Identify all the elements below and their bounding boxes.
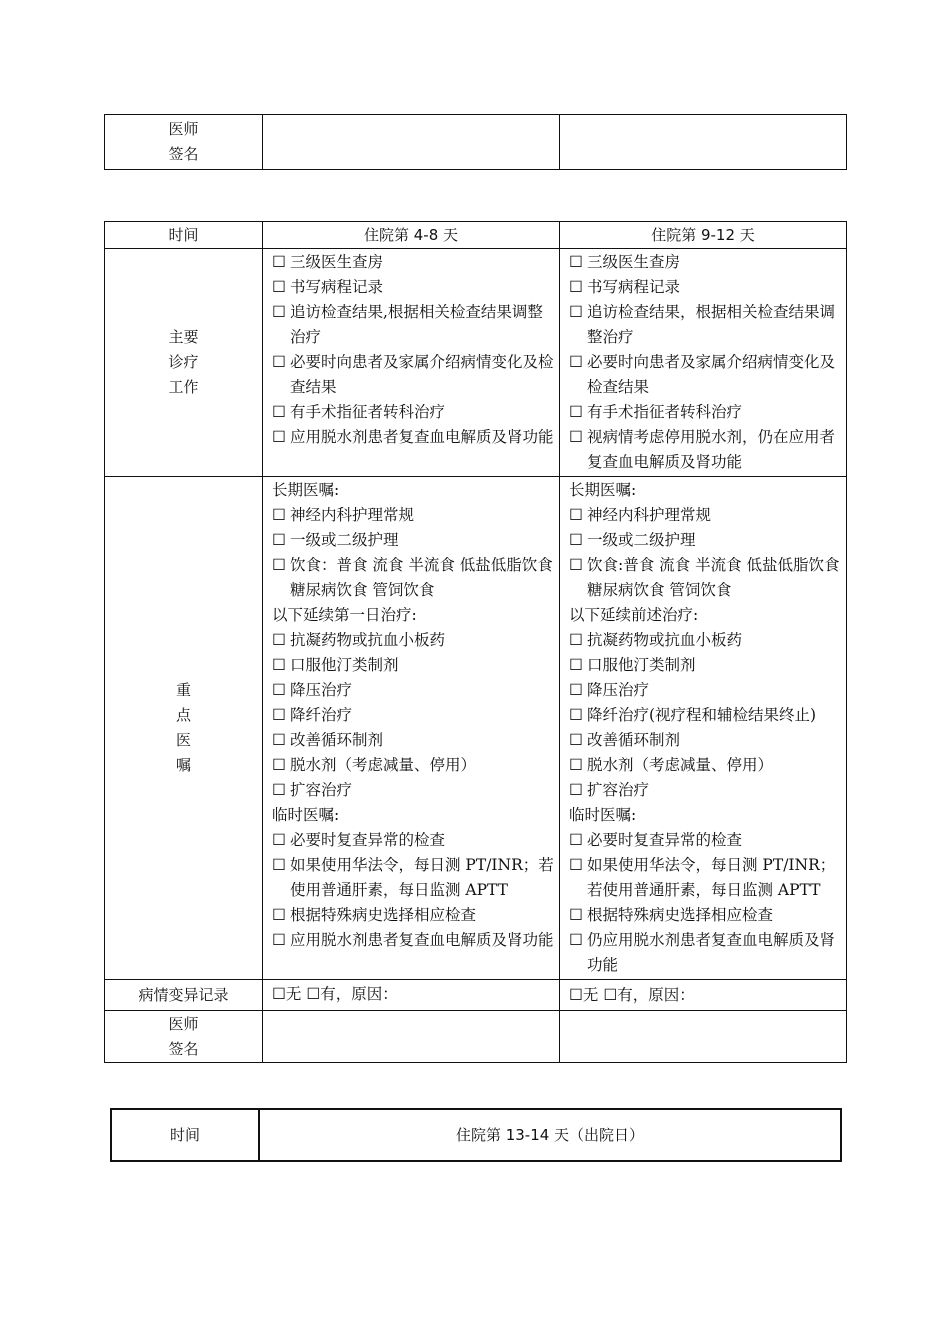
long-term-orders-title: 长期医嘱: <box>569 481 637 499</box>
checkbox-icon[interactable]: ☐ <box>569 656 583 674</box>
item-text: 降压治疗 <box>290 681 353 699</box>
key-orders-col1 <box>263 477 560 980</box>
item-text: 根据特殊病史选择相应检查 <box>587 906 774 924</box>
long-term-orders-title: 长期医嘱: <box>272 481 340 499</box>
checkbox-icon[interactable]: ☐ <box>569 506 583 524</box>
checklist-item[interactable] <box>569 275 842 300</box>
checkbox-icon[interactable]: ☐ <box>272 556 286 574</box>
item-text: 三级医生查房 <box>290 253 384 271</box>
checkbox-icon[interactable]: ☐ <box>272 781 286 799</box>
main-work-col1 <box>263 249 560 477</box>
checkbox-icon[interactable]: ☐ <box>569 253 583 271</box>
checklist-item[interactable] <box>569 628 842 653</box>
item-text: 有手术指征者转科治疗 <box>587 403 743 421</box>
item-text: 追访检查结果，根据相关检查结果调整治疗 <box>587 303 836 346</box>
temp-orders-title: 临时医嘱: <box>272 806 340 824</box>
checkbox-icon[interactable]: ☐ <box>272 506 286 524</box>
item-text: 书写病程记录 <box>587 278 681 296</box>
item-text: 抗凝药物或抗血小板药 <box>290 631 446 649</box>
checkbox-icon[interactable]: ☐ <box>569 706 583 724</box>
signature-label-line1: 医师 <box>168 120 199 138</box>
checklist-item[interactable] <box>569 653 842 678</box>
checklist-item[interactable] <box>569 400 842 425</box>
checkbox-icon[interactable]: ☐ <box>569 931 583 949</box>
item-text: 有手术指征者转科治疗 <box>290 403 446 421</box>
checklist-item[interactable] <box>272 250 555 275</box>
col2-header: 住院第 9-12 天 <box>560 222 847 249</box>
checkbox-icon[interactable]: ☐ <box>272 731 286 749</box>
checklist-item[interactable] <box>569 350 842 400</box>
checklist-item[interactable] <box>569 753 842 778</box>
checkbox-icon[interactable]: ☐ <box>569 278 583 296</box>
checklist-item[interactable] <box>272 400 555 425</box>
checklist-item[interactable] <box>272 275 555 300</box>
col1-header: 住院第 4-8 天 <box>263 222 560 249</box>
checklist-item[interactable] <box>569 928 842 978</box>
item-text: 脱水剂（考虑减量、停用） <box>587 756 774 774</box>
checklist-item[interactable] <box>272 503 555 528</box>
continue-title: 以下延续第一日治疗: <box>272 606 417 624</box>
checkbox-icon[interactable]: ☐ <box>569 831 583 849</box>
variation-record-label: 病情变异记录 <box>105 980 263 1011</box>
checkbox-icon[interactable]: ☐ <box>569 531 583 549</box>
continue-title: 以下延续前述治疗: <box>569 606 699 624</box>
checklist-item[interactable] <box>272 778 555 803</box>
checkbox-icon[interactable]: ☐ <box>272 856 286 874</box>
checklist-item[interactable] <box>569 425 842 475</box>
checklist-item[interactable] <box>272 425 555 450</box>
item-text: 扩容治疗 <box>290 781 353 799</box>
discharge-time-label: 时间 <box>111 1109 259 1161</box>
checkbox-icon[interactable]: ☐ <box>272 303 286 321</box>
checklist-item[interactable] <box>569 853 842 903</box>
checklist-item[interactable] <box>272 853 555 903</box>
physician-signature-line2: 签名 <box>168 1039 199 1058</box>
item-text: 一级或二级护理 <box>587 531 696 549</box>
item-text: 必要时复查异常的检查 <box>290 831 446 849</box>
item-text: 口服他汀类制剂 <box>290 656 399 674</box>
item-text: 书写病程记录 <box>290 278 384 296</box>
item-text: 改善循环制剂 <box>587 731 681 749</box>
checklist-item[interactable] <box>569 703 842 728</box>
physician-signature-cell-2[interactable] <box>560 1011 847 1063</box>
item-text: 降压治疗 <box>587 681 650 699</box>
item-text: 如果使用华法令，每日测 PT/INR；若使用普通肝素，每日监测 APTT <box>290 856 554 899</box>
physician-signature-line1: 医师 <box>168 1014 199 1033</box>
temp-orders-title: 临时医嘱: <box>569 806 637 824</box>
checklist-item[interactable] <box>272 728 555 753</box>
item-text: 抗凝药物或抗血小板药 <box>587 631 743 649</box>
key-orders-label-2: 医 <box>175 731 191 749</box>
checkbox-icon[interactable]: ☐ <box>569 681 583 699</box>
checklist-item[interactable] <box>272 653 555 678</box>
item-text: 扩容治疗 <box>587 781 650 799</box>
checklist-item[interactable] <box>272 753 555 778</box>
item-text: 神经内科护理常规 <box>587 506 712 524</box>
top-signature-table <box>104 114 847 170</box>
checklist-item[interactable] <box>569 503 842 528</box>
variation-col1[interactable]: ☐无 ☐有，原因： <box>263 980 560 1011</box>
physician-signature-label <box>105 1011 263 1063</box>
checklist-item[interactable] <box>272 903 555 928</box>
checkbox-icon[interactable]: ☐ <box>569 856 583 874</box>
item-text: 饮食:普食 流食 半流食 低盐低脂饮食 糖尿病饮食 管饲饮食 <box>587 556 840 599</box>
item-text: 降纤治疗(视疗程和辅检结果终止) <box>587 706 817 724</box>
checkbox-icon[interactable]: ☐ <box>272 253 286 271</box>
checkbox-icon[interactable]: ☐ <box>272 631 286 649</box>
item-text: 追访检查结果,根据相关检查结果调整治疗 <box>290 303 543 346</box>
checklist-item[interactable] <box>272 628 555 653</box>
item-text: 饮食：普食 流食 半流食 低盐低脂饮食 糖尿病饮食 管饲饮食 <box>290 556 553 599</box>
item-text: 三级医生查房 <box>587 253 681 271</box>
item-text: 视病情考虑停用脱水剂，仍在应用者复查血电解质及肾功能 <box>587 428 836 471</box>
item-text: 仍应用脱水剂患者复查血电解质及肾功能 <box>587 931 836 974</box>
checkbox-icon[interactable]: ☐ <box>272 756 286 774</box>
checkbox-icon[interactable]: ☐ <box>272 403 286 421</box>
checklist-item[interactable] <box>272 300 555 350</box>
discharge-table <box>110 1108 842 1162</box>
time-label: 时间 <box>105 222 263 249</box>
item-text: 根据特殊病史选择相应检查 <box>290 906 477 924</box>
item-text: 如果使用华法令，每日测 PT/INR；若使用普通肝素，每日监测 APTT <box>587 856 836 899</box>
checklist-item[interactable] <box>569 828 842 853</box>
checkbox-icon[interactable]: ☐ <box>569 756 583 774</box>
checklist-item[interactable] <box>569 528 842 553</box>
item-text: 必要时复查异常的检查 <box>587 831 743 849</box>
checklist-item[interactable] <box>272 678 555 703</box>
checklist-item[interactable] <box>569 300 842 350</box>
checklist-item[interactable] <box>272 828 555 853</box>
key-orders-label-0: 重 <box>175 681 191 699</box>
discharge-header: 住院第 13-14 天（出院日） <box>259 1109 841 1161</box>
key-orders-label-1: 点 <box>175 706 191 724</box>
checklist-item[interactable] <box>569 250 842 275</box>
checklist-item[interactable] <box>272 553 555 603</box>
checklist-item[interactable] <box>272 928 555 953</box>
checkbox-icon[interactable]: ☐ <box>272 906 286 924</box>
item-text: 必要时向患者及家属介绍病情变化及检查结果 <box>587 353 836 396</box>
checklist-item[interactable] <box>569 678 842 703</box>
checklist-item[interactable] <box>569 778 842 803</box>
checkbox-icon[interactable]: ☐ <box>272 656 286 674</box>
main-work-label-0: 主要 <box>168 328 199 346</box>
checkbox-icon[interactable]: ☐ <box>272 428 286 446</box>
checkbox-icon[interactable]: ☐ <box>569 353 583 371</box>
checkbox-icon[interactable]: ☐ <box>569 731 583 749</box>
checklist-item[interactable] <box>569 553 842 603</box>
checklist-item[interactable] <box>569 728 842 753</box>
key-orders-label-3: 嘱 <box>175 756 191 774</box>
checkbox-icon[interactable]: ☐ <box>569 303 583 321</box>
checkbox-icon[interactable]: ☐ <box>272 278 286 296</box>
item-text: 脱水剂（考虑减量、停用） <box>290 756 477 774</box>
main-work-col2 <box>560 249 847 477</box>
checkbox-icon[interactable]: ☐ <box>569 556 583 574</box>
item-text: 改善循环制剂 <box>290 731 384 749</box>
checkbox-icon[interactable]: ☐ <box>272 931 286 949</box>
checkbox-icon[interactable]: ☐ <box>272 831 286 849</box>
item-text: 神经内科护理常规 <box>290 506 415 524</box>
variation-col2[interactable]: ☐无 ☐有，原因： <box>560 980 847 1011</box>
item-text: 应用脱水剂患者复查血电解质及肾功能 <box>290 931 554 949</box>
signature-cell-2[interactable] <box>560 115 847 170</box>
checkbox-icon[interactable]: ☐ <box>569 631 583 649</box>
main-pathway-table <box>104 221 847 1063</box>
key-orders-col2 <box>560 477 847 980</box>
signature-label-line2: 签名 <box>168 145 199 163</box>
checklist-item[interactable] <box>272 350 555 400</box>
checklist-item[interactable] <box>272 528 555 553</box>
item-text: 一级或二级护理 <box>290 531 399 549</box>
checkbox-icon[interactable]: ☐ <box>272 353 286 371</box>
main-work-label <box>105 249 263 477</box>
checklist-item[interactable] <box>569 903 842 928</box>
main-work-label-1: 诊疗 <box>168 353 199 371</box>
checkbox-icon[interactable]: ☐ <box>272 531 286 549</box>
physician-signature-cell-1[interactable] <box>263 1011 560 1063</box>
key-orders-label <box>105 477 263 980</box>
item-text: 必要时向患者及家属介绍病情变化及检查结果 <box>290 353 554 396</box>
checklist-item[interactable] <box>272 703 555 728</box>
item-text: 降纤治疗 <box>290 706 353 724</box>
main-work-label-2: 工作 <box>168 378 199 396</box>
checkbox-icon[interactable]: ☐ <box>272 706 286 724</box>
checkbox-icon[interactable]: ☐ <box>569 781 583 799</box>
signature-cell-1[interactable] <box>263 115 560 170</box>
checkbox-icon[interactable]: ☐ <box>569 403 583 421</box>
signature-label <box>105 115 263 170</box>
checkbox-icon[interactable]: ☐ <box>272 681 286 699</box>
checkbox-icon[interactable]: ☐ <box>569 428 583 446</box>
item-text: 口服他汀类制剂 <box>587 656 696 674</box>
item-text: 应用脱水剂患者复查血电解质及肾功能 <box>290 428 554 446</box>
checkbox-icon[interactable]: ☐ <box>569 906 583 924</box>
